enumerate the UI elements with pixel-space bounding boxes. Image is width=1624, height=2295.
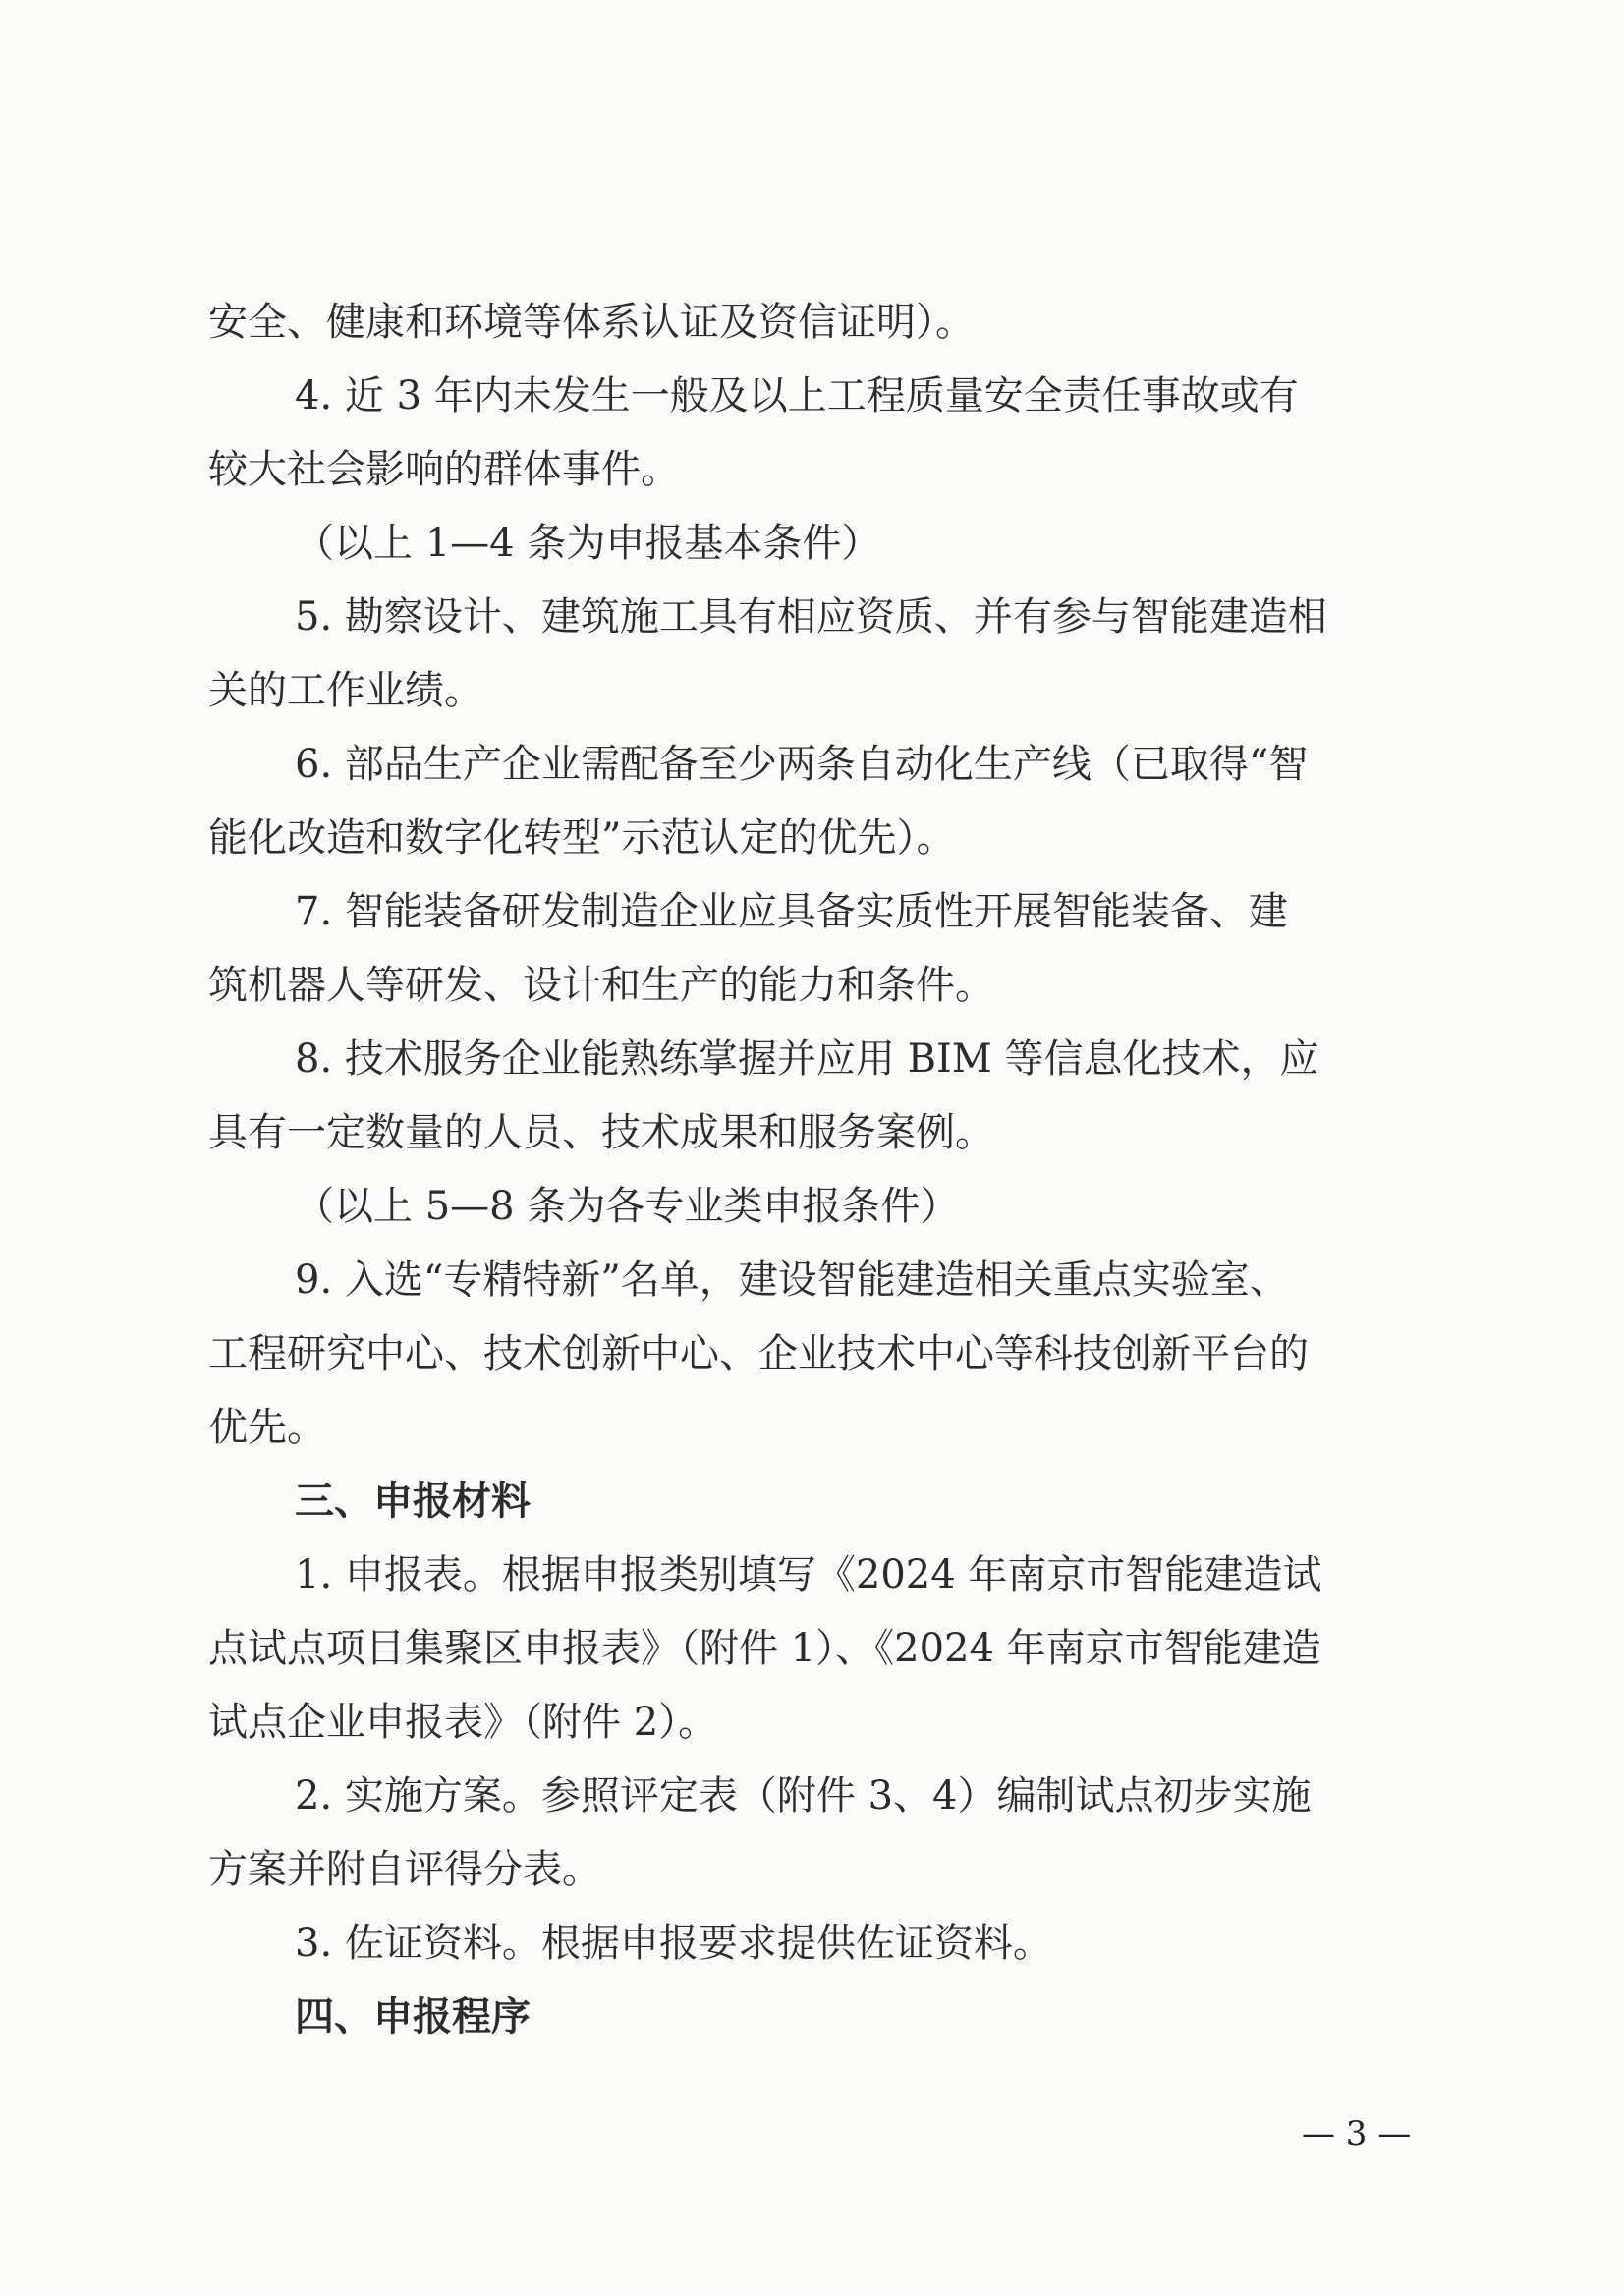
text-line: 较大社会影响的群体事件。 (208, 447, 680, 492)
item-7-line: 7. 智能装备研发制造企业应具备实质性开展智能装备、建 (295, 889, 1288, 934)
text-line: 点试点项目集聚区申报表》（附件 1）、《2024 年南京市智能建造 (208, 1626, 1321, 1671)
text-line: 安全、健康和环境等体系认证及资信证明）。 (208, 300, 975, 345)
text-line: 优先。 (208, 1405, 326, 1450)
section-heading-materials: 三、申报材料 (295, 1478, 531, 1524)
text-line: 具有一定数量的人员、技术成果和服务案例。 (208, 1110, 994, 1155)
item-4-line: 4. 近 3 年内未发生一般及以上工程质量安全责任事故或有 (295, 373, 1299, 419)
item-9-line: 9. 入选“专精特新”名单，建设智能建造相关重点实验室、 (295, 1258, 1289, 1303)
text-line: 方案并附自评得分表。 (208, 1847, 601, 1892)
text-line: 筑机器人等研发、设计和生产的能力和条件。 (208, 963, 994, 1008)
item-6-line: 6. 部品生产企业需配备至少两条自动化生产线（已取得“智 (295, 742, 1309, 787)
basic-conditions-note: （以上 1—4 条为申报基本条件） (295, 521, 881, 566)
text-line: 能化改造和数字化转型”示范认定的优先）。 (208, 815, 956, 861)
category-conditions-note: （以上 5—8 条为各专业类申报条件） (295, 1184, 960, 1229)
material-1-line: 1. 申报表。根据申报类别填写《2024 年南京市智能建造试 (295, 1552, 1322, 1597)
section-heading-procedure: 四、申报程序 (295, 1993, 531, 2040)
material-3-line: 3. 佐证资料。根据申报要求提供佐证资料。 (295, 1921, 1052, 1966)
text-line: 关的工作业绩。 (208, 668, 483, 713)
item-8-line: 8. 技术服务企业能熟练掌握并应用 BIM 等信息化技术，应 (295, 1036, 1319, 1082)
item-5-line: 5. 勘察设计、建筑施工具有相应资质、并有参与智能建造相 (295, 594, 1327, 640)
text-line: 工程研究中心、技术创新中心、企业技术中心等科技创新平台的 (208, 1331, 1309, 1376)
material-2-line: 2. 实施方案。参照评定表（附件 3、4）编制试点初步实施 (295, 1773, 1312, 1819)
page-number: — 3 — (1302, 2114, 1412, 2154)
text-line: 试点企业申报表》（附件 2）。 (208, 1700, 718, 1745)
